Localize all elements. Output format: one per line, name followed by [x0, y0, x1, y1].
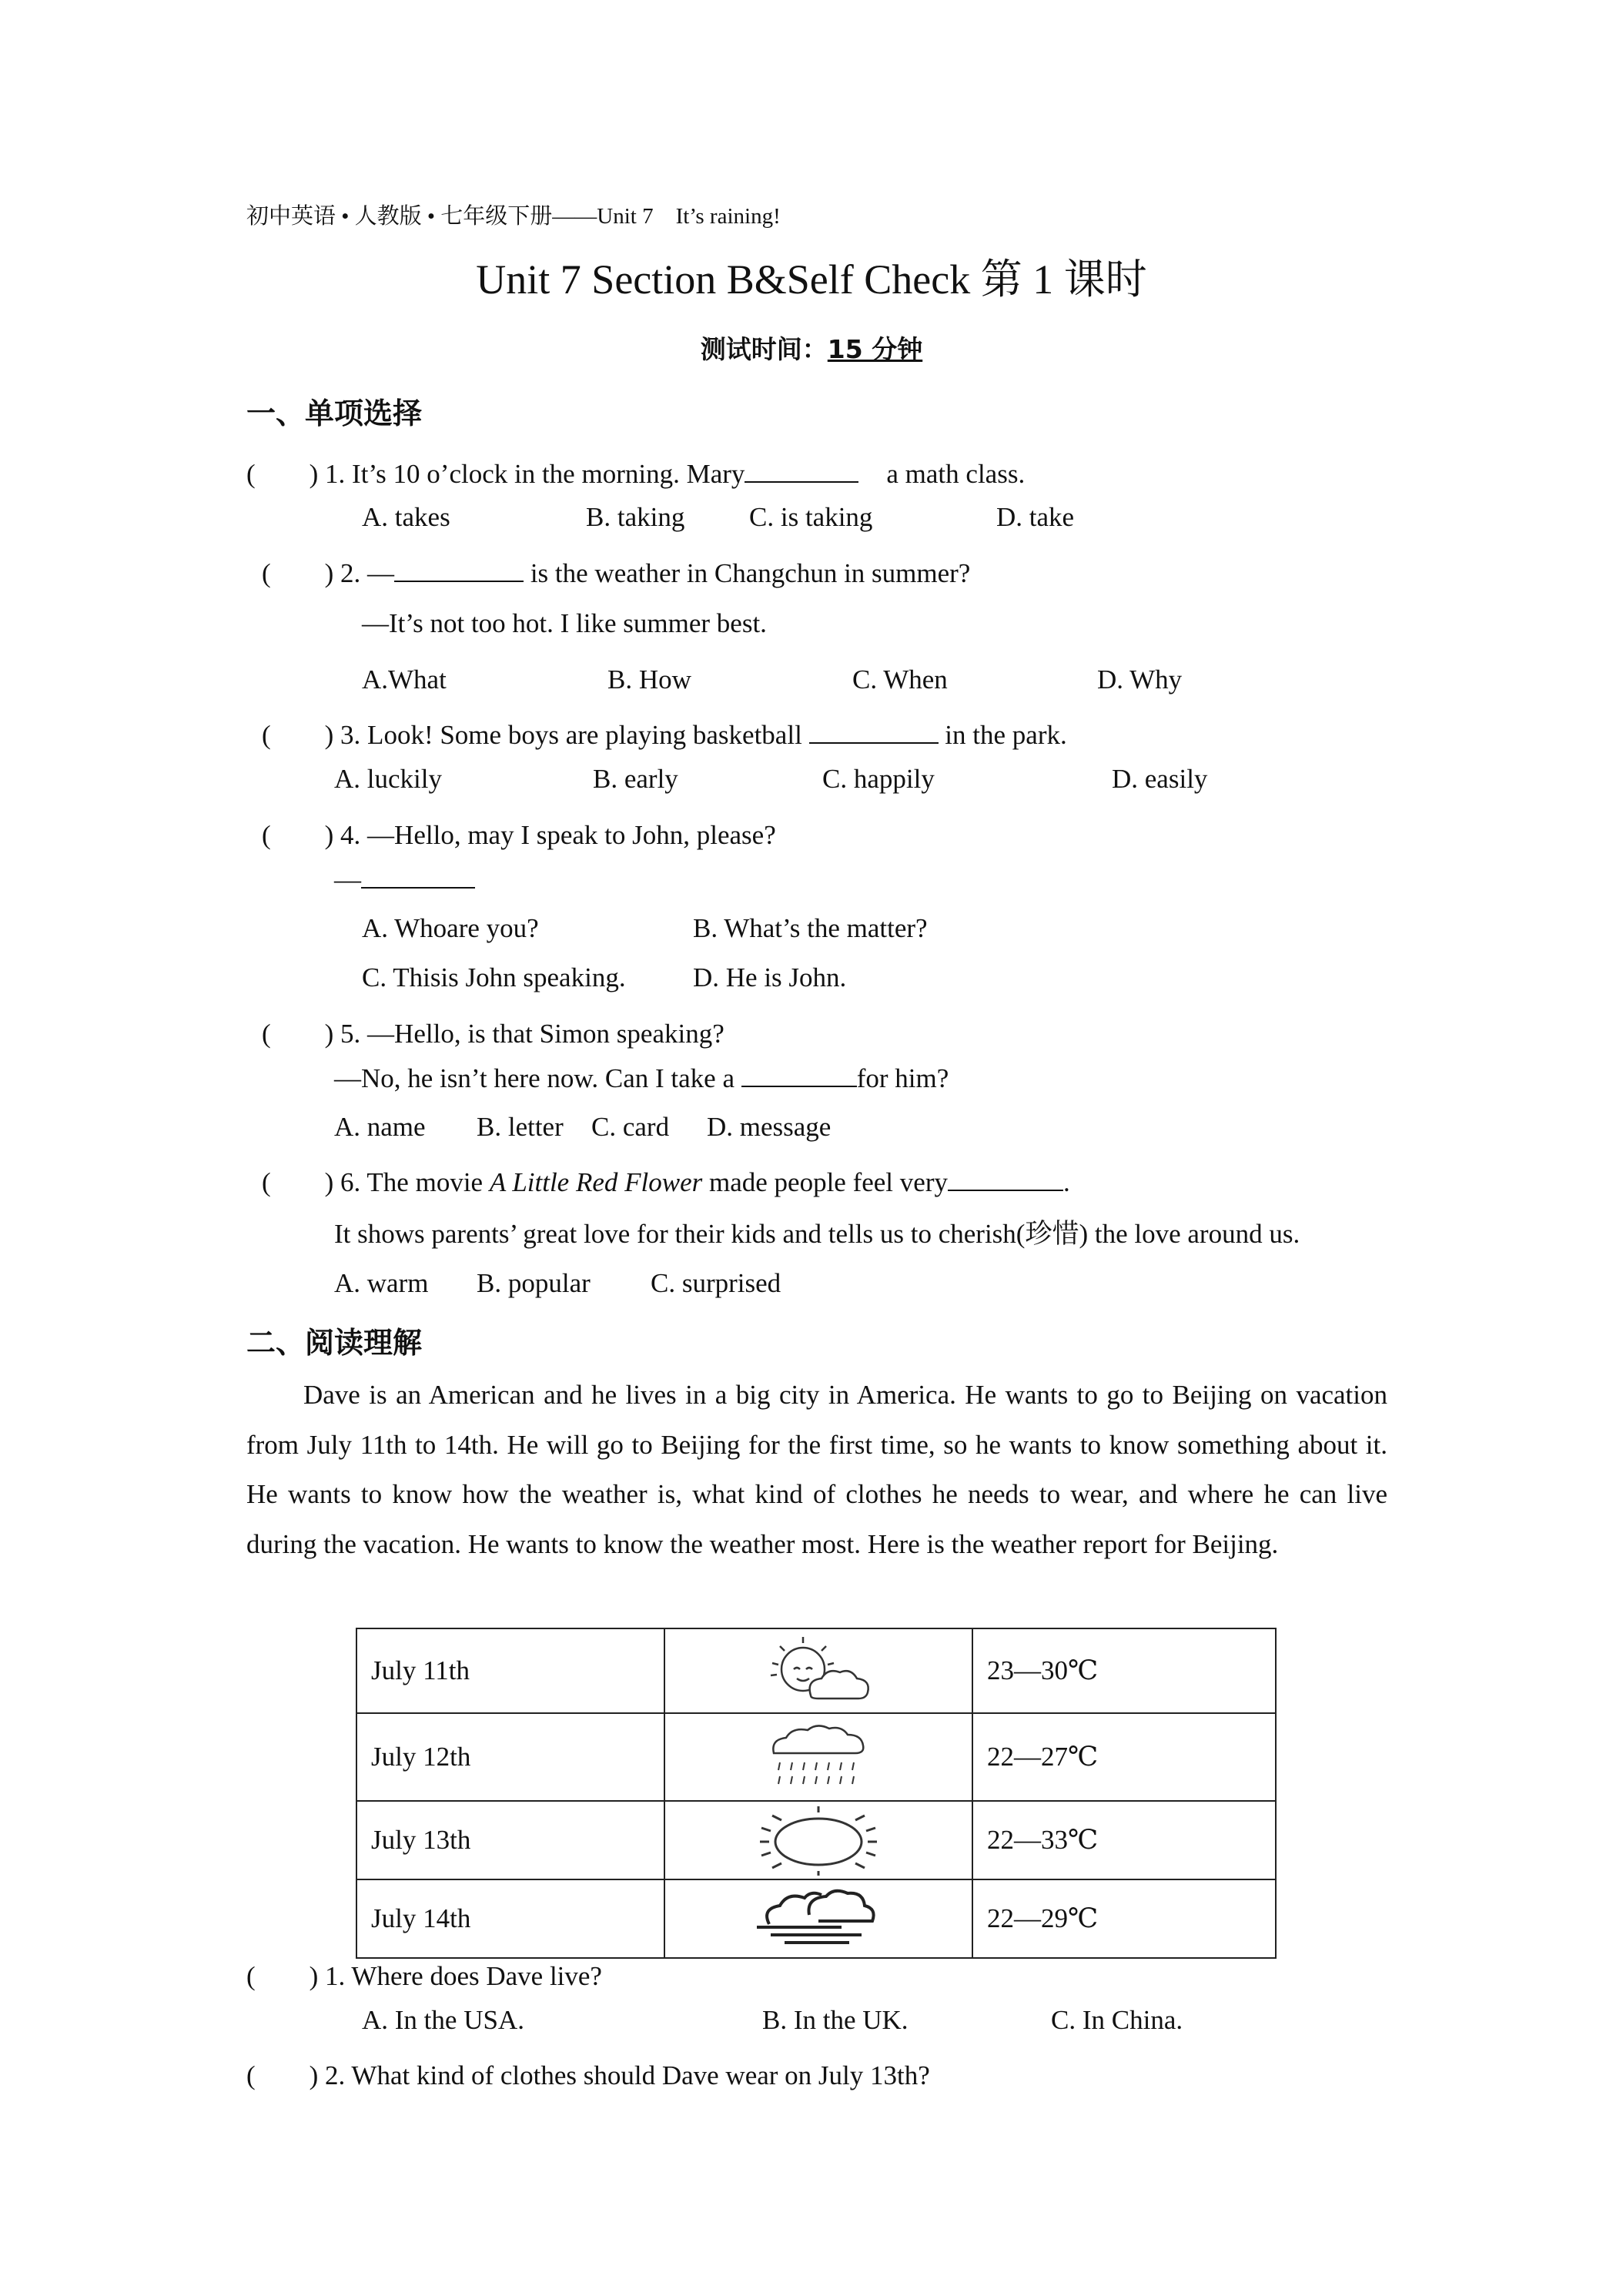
q6-context-line: It shows parents’ great love for their kids and tells us to cherish(珍惜) the love around us. — [334, 1219, 1300, 1249]
q6-option-b: B. popular — [477, 1268, 591, 1298]
q5-option-c: C. card — [591, 1112, 670, 1142]
q1-option-c: C. is taking — [749, 502, 873, 532]
reading-passage: Dave is an American and he lives in a big city in America. He wants to go to Beijing on vacation from July 11th to 14th. He will go to Beijing for the first time, so he wants to know something about it. He wants to know how the weather is, what kind of clothes he needs to wear, and where he can live during the vacation. He wants to know the weather most. Here is the weather report for Beijing. — [246, 1380, 1387, 1559]
weather-temp: 23—30℃ — [972, 1628, 1276, 1713]
q5-dialogue-line — [334, 1063, 949, 1094]
answer-blank[interactable] — [948, 1166, 1063, 1191]
q3-stem-text: ( ) 3. Look! Some boys are playing basketball — [262, 720, 802, 750]
test-time — [0, 330, 1623, 366]
q2-dialogue-line: —It’s not too hot. I like summer best. — [362, 608, 767, 638]
sun-behind-cloud-icon — [664, 1628, 972, 1713]
q1-option-b: B. taking — [586, 502, 685, 532]
table-row — [356, 1628, 1276, 1713]
q6-stem-text: ( ) 6. The movie — [262, 1167, 484, 1197]
answer-blank[interactable] — [361, 864, 475, 889]
weather-temp: 22—27℃ — [972, 1713, 1276, 1801]
q5-option-d: D. message — [707, 1112, 832, 1142]
q1-option-a: A. takes — [362, 502, 450, 532]
r1-stem: ( ) 1. Where does Dave live? — [246, 1961, 602, 1991]
cloudy-icon — [664, 1879, 972, 1958]
test-time-value: 15 分钟 — [827, 334, 923, 364]
r2-stem: ( ) 2. What kind of clothes should Dave wear on July 13th? — [246, 2060, 930, 2090]
table-row — [356, 1879, 1276, 1958]
q4-option-a: A. Whoare you? — [362, 913, 539, 943]
weather-date: July 14th — [356, 1879, 664, 1958]
q2-stem — [262, 552, 970, 591]
weather-temp: 22—29℃ — [972, 1879, 1276, 1958]
q1-stem-tail: a math class. — [886, 459, 1026, 489]
q3-stem-tail: in the park. — [945, 720, 1067, 750]
header-caption: 初中英语 • 人教版 • 七年级下册——Unit 7 It’s raining! — [246, 204, 781, 229]
q3-option-b: B. early — [593, 764, 678, 794]
q4-dash: — — [334, 865, 361, 895]
answer-blank[interactable] — [741, 1063, 857, 1087]
q2-option-a: A.What — [362, 664, 447, 694]
table-row — [356, 1713, 1276, 1801]
sun-icon — [664, 1801, 972, 1879]
q1-option-d: D. take — [996, 502, 1075, 532]
q4-option-c: C. Thisis John speaking. — [362, 962, 626, 992]
q4-stem: ( ) 4. —Hello, may I speak to John, please? — [262, 820, 776, 850]
q4-option-b: B. What’s the matter? — [693, 913, 928, 943]
weather-date: July 13th — [356, 1801, 664, 1879]
q6-stem-mid: made people feel very — [709, 1167, 948, 1197]
q3-stem — [262, 714, 1067, 752]
section-heading-reading: 二、阅读理解 — [246, 1326, 423, 1360]
weather-date: July 12th — [356, 1713, 664, 1801]
q4-answer-line — [334, 864, 475, 895]
q5-line-tail: for him? — [856, 1063, 949, 1093]
q2-stem-text: ( ) 2. — — [262, 558, 395, 588]
q5-option-a: A. name — [334, 1112, 426, 1142]
answer-blank[interactable] — [394, 557, 524, 582]
q5-line-text: —No, he isn’t here now. Can I take a — [334, 1063, 735, 1093]
page-title: Unit 7 Section B&Self Check 第 1 课时 — [476, 256, 1147, 303]
q2-option-c: C. When — [852, 664, 948, 694]
q3-option-d: D. easily — [1112, 764, 1208, 794]
answer-blank[interactable] — [745, 458, 858, 483]
q4-option-d: D. He is John. — [693, 962, 847, 992]
q2-option-b: B. How — [607, 664, 691, 694]
answer-blank[interactable] — [809, 719, 939, 744]
q3-option-a: A. luckily — [334, 764, 442, 794]
q1-stem-text: ( ) 1. It’s 10 o’clock in the morning. Mary — [246, 459, 745, 489]
r1-option-c: C. In China. — [1051, 2005, 1183, 2035]
weather-date: July 11th — [356, 1628, 664, 1713]
r1-option-a: A. In the USA. — [362, 2005, 524, 2035]
q3-option-c: C. happily — [822, 764, 935, 794]
rain-cloud-icon — [664, 1713, 972, 1801]
table-row — [356, 1801, 1276, 1879]
test-time-label: 测试时间： — [700, 334, 828, 364]
q1-stem — [246, 453, 1025, 491]
q5-option-b: B. letter — [477, 1112, 564, 1142]
q5-stem: ( ) 5. —Hello, is that Simon speaking? — [262, 1019, 724, 1049]
q2-stem-tail: is the weather in Changchun in summer? — [530, 558, 971, 588]
weather-temp: 22—33℃ — [972, 1801, 1276, 1879]
q6-movie-title: A Little Red Flower — [489, 1167, 703, 1197]
r1-option-b: B. In the UK. — [762, 2005, 909, 2035]
q2-option-d: D. Why — [1097, 664, 1183, 694]
q6-option-a: A. warm — [334, 1268, 429, 1298]
q6-option-c: C. surprised — [651, 1268, 781, 1298]
weather-report-table — [356, 1628, 1277, 1959]
q6-stem — [262, 1161, 1070, 1200]
section-heading-choice: 一、单项选择 — [246, 397, 423, 430]
q6-stem-end: . — [1062, 1167, 1070, 1197]
